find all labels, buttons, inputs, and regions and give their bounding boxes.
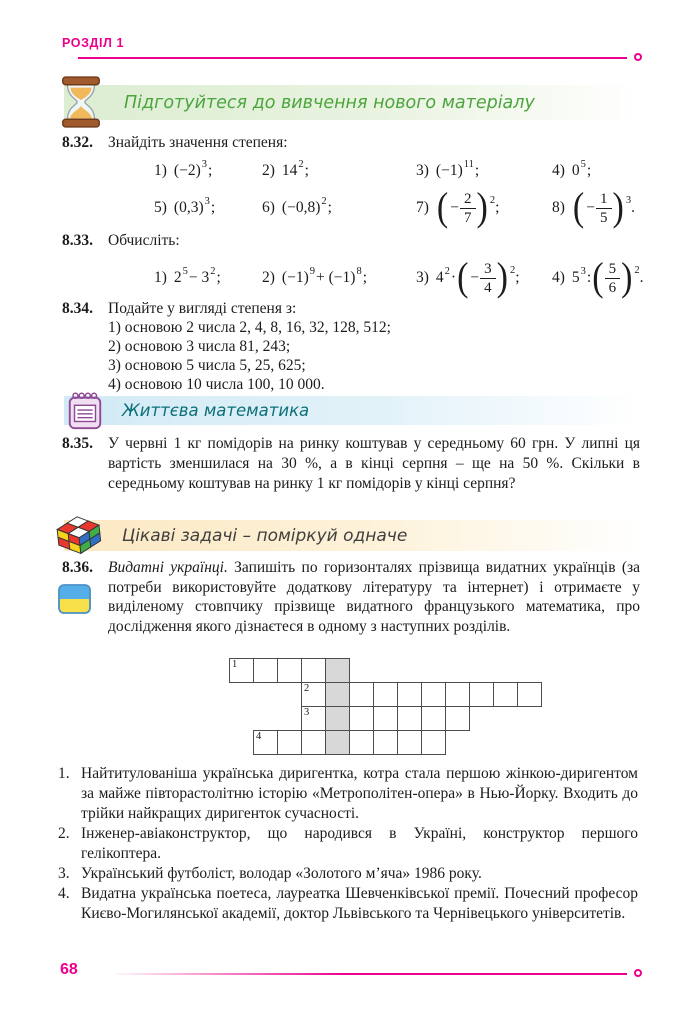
- banner-title-fun-tasks: Цікаві задачі – поміркуй одначе: [122, 525, 408, 546]
- crossword-cell: [349, 730, 374, 755]
- fraction-denominator: 5: [600, 209, 608, 226]
- crossword-clue: [58, 884, 638, 924]
- math-item-label: 3): [416, 269, 429, 286]
- list-item: 4) основою 10 числа 100, 10 000.: [108, 376, 325, 393]
- math-item-label: 1): [154, 269, 167, 286]
- clue-number: 3.: [58, 865, 70, 882]
- fraction-group: [572, 185, 632, 230]
- math-text: (−1): [435, 162, 463, 179]
- banner-title-life-math: Життєва математика: [122, 401, 310, 420]
- math-item: [154, 254, 221, 302]
- math-row: [108, 158, 640, 184]
- fraction-numerator: 3: [480, 261, 496, 279]
- crossword-clue-number: 1: [232, 659, 238, 670]
- fraction-denominator: 4: [484, 279, 492, 296]
- exercise-8-36: [62, 558, 640, 636]
- banner-title-prepare: Підготуйтеся до вивчення нового матеріалу: [124, 92, 535, 113]
- math-item-label: 3): [416, 162, 429, 179]
- exercise-number: 8.36.: [62, 559, 93, 576]
- math-item: [552, 254, 644, 302]
- minus-sign: −: [450, 199, 459, 216]
- crossword-cell: [301, 658, 326, 683]
- math-item-label: 2): [262, 162, 275, 179]
- fraction-numerator: 5: [605, 261, 621, 279]
- math-text: ·: [450, 269, 457, 286]
- fraction-group: [591, 255, 640, 300]
- exercise-number: 8.33.: [62, 232, 93, 249]
- crossword-cell: [325, 658, 350, 683]
- math-exponent: 2: [634, 264, 640, 276]
- crossword-cell: [253, 658, 278, 683]
- clue-text: Інженер-авіаконструктор, що народився в Україні, конструктор першого гелікоптера.: [81, 825, 638, 862]
- crossword-cell: [253, 730, 278, 755]
- math-text: − 3: [188, 269, 210, 286]
- crossword-row: [229, 658, 542, 683]
- paren-open: (: [572, 185, 585, 230]
- math-text: (−0,8): [281, 199, 321, 216]
- math-item: [262, 158, 309, 184]
- exercise-text: [108, 558, 640, 636]
- math-exponent: 2: [298, 159, 304, 170]
- math-exponent: 3: [204, 196, 210, 207]
- math-exponent: 2: [489, 194, 496, 206]
- crossword-cell: [469, 682, 494, 707]
- crossword-clue-number: 2: [304, 683, 310, 694]
- crossword-row: [253, 730, 542, 755]
- fraction: [605, 261, 621, 296]
- math-exponent: 11: [463, 159, 474, 170]
- crossword-cell: [325, 682, 350, 707]
- math-text: ;: [495, 199, 500, 216]
- math-exponent: 5: [182, 266, 188, 277]
- math-item: [262, 185, 332, 231]
- exercise-8-33: [62, 231, 644, 302]
- list-item: 1) основою 2 числа 2, 4, 8, 16, 32, 128, 512;: [108, 319, 391, 336]
- crossword-grid: [229, 658, 542, 755]
- clues-list: [58, 764, 638, 924]
- math-exponent: 3: [580, 266, 586, 277]
- math-text: + (−1): [316, 269, 356, 286]
- crossword-cell: [397, 682, 422, 707]
- section-banner-life-math: [64, 396, 640, 425]
- math-text: 5: [571, 269, 580, 286]
- hourglass-icon: [57, 75, 105, 129]
- exercise-lead: Видатні українці.: [108, 559, 228, 576]
- math-item-label: 1): [154, 162, 167, 179]
- exercise-number: 8.32.: [62, 134, 93, 151]
- exercise-8-35: [62, 434, 640, 494]
- exercise-text: У червні 1 кг помідорів на ринку коштував у середньому 60 грн. У липні ця вартість зменшилася на 30 %, а в кінці серпня – ще на 50 %. Скільки в середньому коштував на ринку 1 кг помідорів у кінці серпня?: [108, 435, 640, 492]
- footer-rule: [116, 973, 627, 975]
- math-exponent: 2: [444, 266, 450, 277]
- math-exponent: 9: [309, 266, 315, 277]
- math-exponent: 5: [580, 159, 586, 170]
- crossword-clue-number: 4: [256, 731, 262, 742]
- math-exponent: 3: [201, 159, 207, 170]
- chapter-label: РОЗДІЛ 1: [62, 36, 125, 50]
- math-item-label: 6): [262, 199, 275, 216]
- page-number: 68: [60, 961, 78, 978]
- clue-text: Видатна українська поетеса, лауреатка Шевченківської премії. Почесний професор Києво-Могилянської академії, доктор Львівського та Чернівецького університетів.: [81, 885, 638, 922]
- fraction-group: [456, 255, 516, 300]
- math-text: ;: [327, 199, 332, 216]
- list-item: 3) основою 5 числа 5, 25, 625;: [108, 357, 306, 374]
- ukraine-flag-icon: [58, 584, 91, 614]
- math-text: (−1): [281, 269, 309, 286]
- crossword-clue: [58, 864, 638, 884]
- exercise-title: Подайте у вигляді степеня з:: [108, 300, 297, 317]
- crossword-cell: [277, 730, 302, 755]
- clue-text: Український футболіст, володар «Золотого м’яча» 1986 року.: [81, 865, 482, 882]
- math-row: [108, 254, 644, 302]
- crossword-cell: [397, 730, 422, 755]
- math-item-label: 7): [416, 199, 429, 216]
- math-text: ;: [362, 269, 367, 286]
- crossword-row: [301, 682, 542, 707]
- exercise-number: 8.34.: [62, 300, 93, 317]
- crossword-cell: [445, 706, 470, 731]
- math-item-label: 5): [154, 199, 167, 216]
- crossword-cell: [277, 658, 302, 683]
- header-rule-ring: [634, 53, 642, 61]
- math-text: 0: [571, 162, 580, 179]
- math-exponent: 3: [625, 194, 632, 206]
- exercise-8-32: [62, 133, 640, 231]
- exercise-number: 8.35.: [62, 435, 93, 452]
- rubiks-cube-icon: [56, 515, 102, 557]
- clue-number: 4.: [58, 885, 70, 902]
- crossword-cell: [229, 658, 254, 683]
- math-exponent: 2: [510, 264, 516, 276]
- crossword-cell: [373, 682, 398, 707]
- math-text: ;: [210, 199, 216, 216]
- math-exponent: 2: [321, 196, 327, 207]
- clue-number: 2.: [58, 825, 70, 842]
- crossword-cell: [325, 730, 350, 755]
- crossword-cell: [349, 682, 374, 707]
- paren-close: ): [612, 185, 624, 230]
- section-banner-prepare: [64, 85, 640, 120]
- math-row: [108, 185, 640, 231]
- math-text: (−2): [173, 162, 201, 179]
- header-rule: [78, 57, 627, 59]
- section-banner-fun-tasks: [64, 520, 640, 551]
- math-item: [552, 185, 635, 231]
- crossword-cell: [517, 682, 542, 707]
- crossword-cell: [373, 706, 398, 731]
- math-item: [416, 254, 520, 302]
- footer-rule-ring: [634, 969, 642, 977]
- crossword-cell: [349, 706, 374, 731]
- paren-open: (: [457, 255, 469, 300]
- exercise-body: Запишіть по горизонталях прізвища видатних українців (за потреби використовуйте додаткову літературу та інтернет) і отримаєте у виділеному стовпчику прізвище видатного французького математика, про дослідження якого дізнаєтеся в одному з наступних розділів.: [108, 559, 640, 635]
- math-text: .: [631, 199, 635, 216]
- crossword-cell: [445, 682, 470, 707]
- exercise-items: [108, 318, 640, 394]
- exercise-title: Знайдіть значення степеня:: [108, 134, 288, 151]
- exercise-title: Обчисліть:: [108, 232, 180, 249]
- crossword-cell: [421, 706, 446, 731]
- crossword-cell: [301, 706, 326, 731]
- math-item: [552, 158, 591, 184]
- math-text: ;: [208, 162, 213, 179]
- math-text: ;: [586, 162, 592, 179]
- crossword-clue: [58, 824, 638, 864]
- math-item: [416, 185, 499, 231]
- math-text: :: [586, 269, 592, 286]
- crossword-cell: [325, 706, 350, 731]
- fraction: [480, 261, 496, 296]
- math-text: ;: [515, 269, 520, 286]
- math-item: [154, 158, 212, 184]
- crossword-cell: [301, 682, 326, 707]
- math-text: .: [639, 269, 644, 286]
- fraction-denominator: 7: [464, 209, 472, 226]
- crossword-clue-number: 3: [304, 707, 310, 718]
- crossword-cell: [421, 730, 446, 755]
- math-item-label: 4): [552, 269, 565, 286]
- math-text: 4: [435, 269, 444, 286]
- fraction: [460, 191, 476, 226]
- paren-open: (: [436, 185, 449, 230]
- paren-close: ): [621, 255, 633, 300]
- paren-close: ): [496, 255, 508, 300]
- math-item: [154, 185, 215, 231]
- paren-open: (: [592, 255, 604, 300]
- crossword-cell: [301, 730, 326, 755]
- math-text: 2: [173, 269, 182, 286]
- math-text: (0,3): [173, 199, 204, 216]
- crossword-clue: [58, 764, 638, 824]
- math-exponent: 2: [210, 266, 216, 277]
- math-item-label: 2): [262, 269, 275, 286]
- math-exponent: 8: [356, 266, 362, 277]
- math-item-label: 8): [552, 199, 565, 216]
- crossword-cell: [493, 682, 518, 707]
- math-text: ;: [216, 269, 221, 286]
- math-item: [416, 158, 479, 184]
- fraction-group: [436, 185, 496, 230]
- exercise-8-34: [62, 299, 640, 394]
- math-text: ;: [474, 162, 480, 179]
- math-text: 14: [281, 162, 298, 179]
- crossword-cell: [397, 706, 422, 731]
- minus-sign: −: [470, 269, 480, 286]
- fraction-numerator: 1: [596, 191, 612, 209]
- fraction-denominator: 6: [608, 279, 617, 296]
- list-item: 2) основою 3 числа 81, 243;: [108, 338, 291, 355]
- minus-sign: −: [586, 199, 595, 216]
- fraction: [596, 191, 612, 226]
- crossword-cell: [373, 730, 398, 755]
- clue-text: Найтитулованіша українська диригентка, котра стала першою жінкою-диригентом за майже півторастолітню історію «Метрополітен-опера» в Нью-Йорку. Входить до трійки найкращих диригенток сучасності.: [81, 765, 638, 822]
- crossword-cell: [421, 682, 446, 707]
- math-item-label: 4): [552, 162, 565, 179]
- crossword-row: [301, 706, 542, 731]
- fraction-numerator: 2: [460, 191, 476, 209]
- math-item: [262, 254, 367, 302]
- math-text: ;: [304, 162, 309, 179]
- notepad-icon: [65, 391, 105, 431]
- clue-number: 1.: [58, 765, 70, 782]
- paren-close: ): [476, 185, 488, 230]
